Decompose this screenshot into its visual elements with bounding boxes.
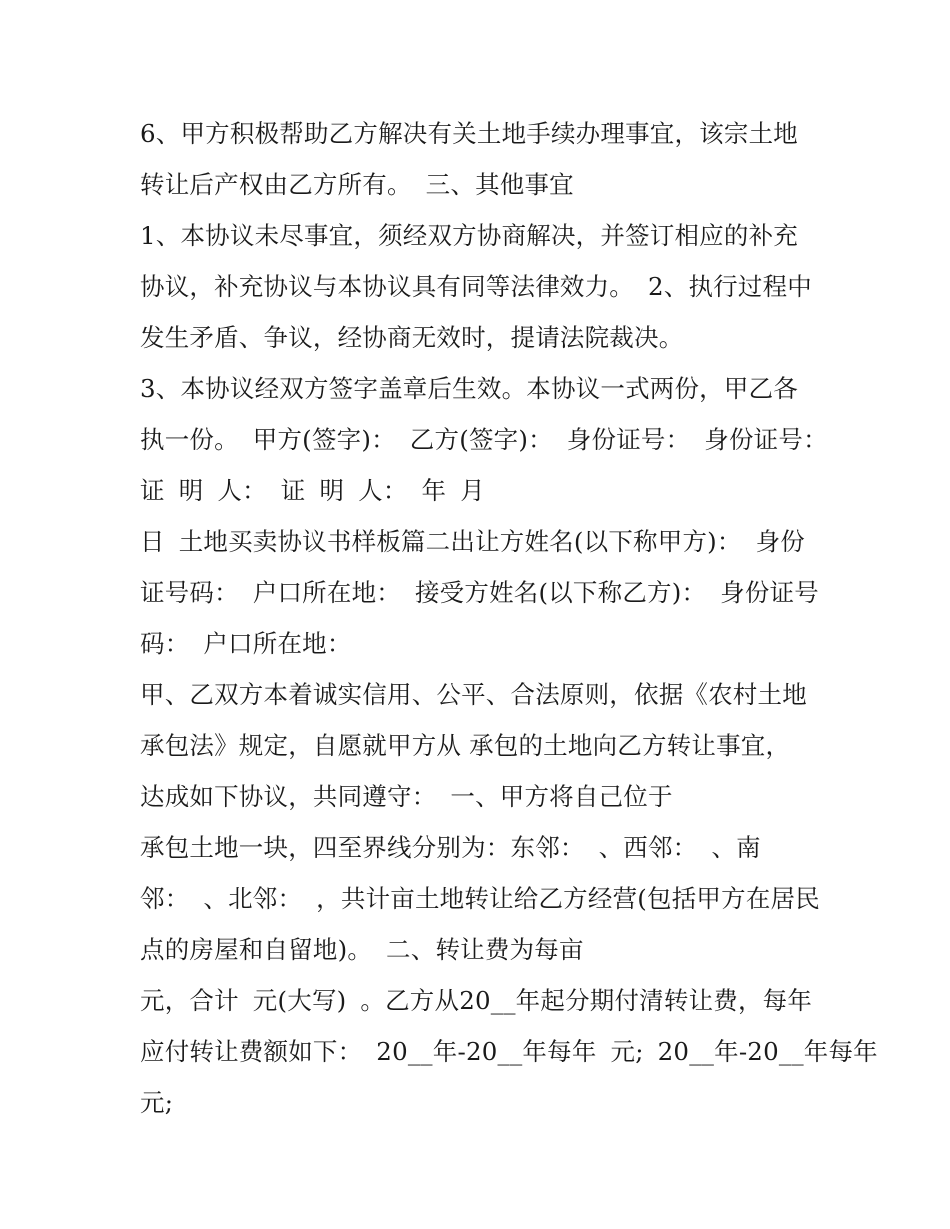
text-line: 码： 户口所在地： [140, 629, 352, 658]
document-body [140, 108, 878, 1128]
text-line: 转让后产权由乙方所有。 三、其他事宜 [140, 170, 574, 199]
text-line: 元，合计 元(大写) 。乙方从20__年起分期付清转让费，每年 [140, 986, 813, 1015]
text-line: 6、甲方积极帮助乙方解决有关土地手续办理事宜，该宗土地 [140, 119, 798, 148]
text-line: 承包法》规定，自愿就甲方从 承包的土地向乙方转让事宜， [140, 731, 791, 760]
text-line: 应付转让费额如下： 20__年-20__年每年 元; 20__年-20__年每年 [140, 1037, 878, 1066]
text-line: 达成如下协议，共同遵守： 一、甲方将自己位于 [140, 782, 673, 811]
text-line: 点的房屋和自留地)。 二、转让费为每亩 [140, 935, 584, 964]
text-line: 发生矛盾、争议，经协商无效时，提请法院裁决。 [140, 323, 684, 352]
text-line: 3、本协议经双方签字盖章后生效。本协议一式两份，甲乙各 [140, 374, 798, 403]
text-line: 甲、乙双方本着诚实信用、公平、合法原则，依据《农村土地 [140, 680, 807, 709]
text-line: 证 明 人： 证 明 人： 年 月 [140, 476, 485, 505]
text-line: 承包土地一块，四至界线分别为：东邻： 、西邻： 、南 [140, 833, 761, 862]
text-line: 执一份。 甲方(签字)： 乙方(签字)： 身份证号： 身份证号： [140, 425, 828, 454]
text-line: 协议，补充协议与本协议具有同等法律效力。 2、执行过程中 [140, 272, 812, 301]
text-line: 证号码： 户口所在地： 接受方姓名(以下称乙方)： 身份证号 [140, 578, 819, 607]
text-line: 1、本协议未尽事宜，须经双方协商解决，并签订相应的补充 [140, 221, 798, 250]
text-line: 元; [140, 1088, 174, 1117]
text-line: 日 土地买卖协议书样板篇二出让方姓名(以下称甲方)： 身份 [140, 527, 805, 556]
text-line: 邻： 、北邻： ，共计亩土地转让给乙方经营(包括甲方在居民 [140, 884, 820, 913]
